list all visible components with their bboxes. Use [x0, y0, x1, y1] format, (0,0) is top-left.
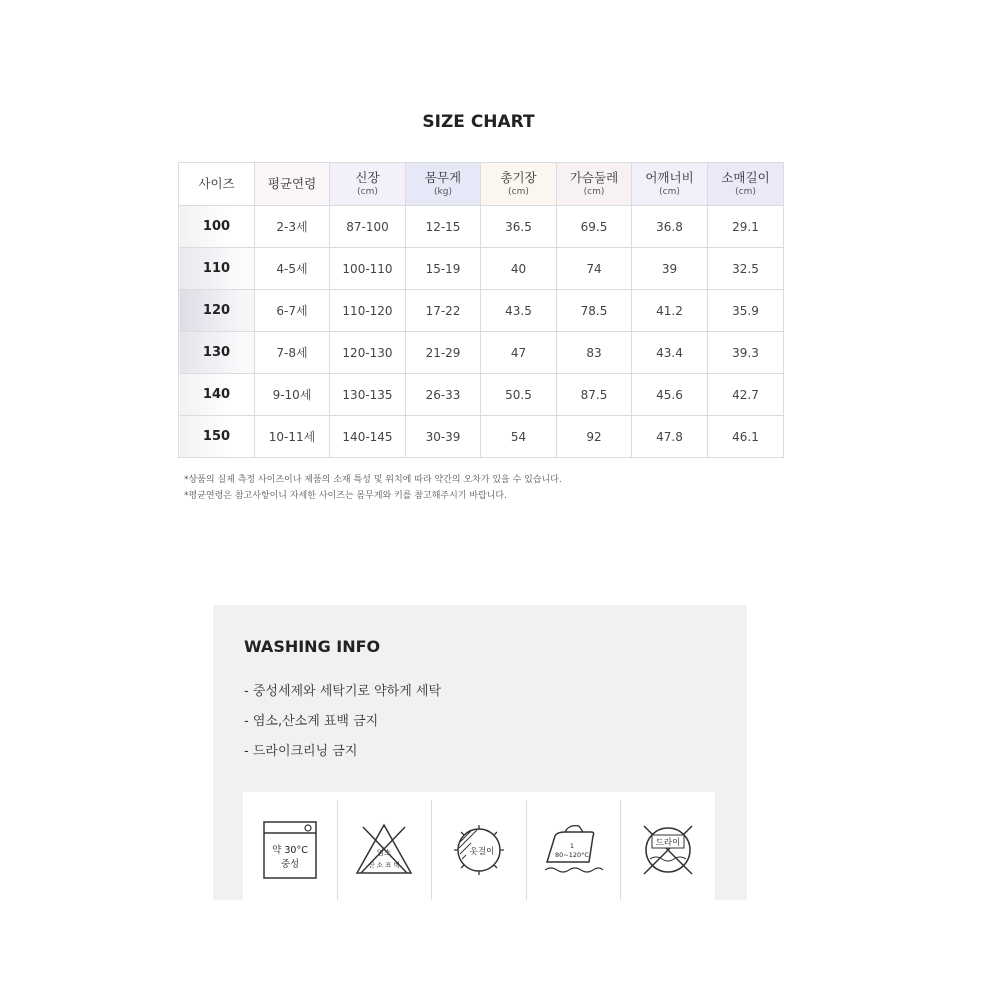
- column-header: [708, 163, 784, 206]
- care-symbols: [243, 792, 715, 900]
- wash-detergent-label: 중성: [280, 859, 299, 870]
- table-cell: 110-120: [330, 290, 406, 332]
- table-cell: 87.5: [557, 374, 632, 416]
- care-symbol-wash: [243, 800, 338, 900]
- table-cell: 6-7세: [255, 290, 330, 332]
- column-header-label: 사이즈: [198, 175, 235, 191]
- table-cell: 100-110: [330, 248, 406, 290]
- size-chart-header-row: [179, 163, 784, 206]
- washing-info-title: WASHING INFO: [244, 637, 381, 656]
- note-measurement: *상품의 실제 측정 사이즈이나 제품의 소재 특성 및 위치에 따라 약간의 오차가 있을 수 있습니다.: [184, 475, 562, 485]
- column-header-unit: (cm): [508, 186, 529, 197]
- table-cell: 83: [557, 332, 632, 374]
- washing-machine-icon: [260, 818, 320, 882]
- bleach-oxygen-label: 산 소 표 백: [368, 861, 401, 869]
- iron-level-label: 1: [569, 842, 574, 850]
- column-header-label: 소매길이: [721, 170, 770, 186]
- washing-instruction-item: - 중성세제와 세탁기로 약하게 세탁: [244, 684, 442, 699]
- table-cell: 36.8: [632, 206, 708, 248]
- table-cell: 74: [557, 248, 632, 290]
- column-header: [330, 163, 406, 206]
- column-header-unit: (cm): [357, 186, 378, 197]
- table-cell: 50.5: [481, 374, 557, 416]
- table-cell: 32.5: [708, 248, 784, 290]
- care-symbol-bleach: [338, 800, 433, 900]
- iron-icon: [539, 820, 609, 880]
- size-cell: 100: [179, 206, 255, 248]
- washing-instruction-item: - 염소,산소계 표백 금지: [244, 714, 379, 729]
- table-cell: 12-15: [406, 206, 481, 248]
- table-cell: 4-5세: [255, 248, 330, 290]
- column-header-unit: (cm): [735, 186, 756, 197]
- table-row: [179, 248, 784, 290]
- column-header-label: 가슴둘레: [569, 170, 619, 186]
- column-header-label: 어깨너비: [645, 170, 694, 186]
- size-notes: [184, 472, 562, 504]
- table-cell: 17-22: [406, 290, 481, 332]
- table-cell: 46.1: [708, 416, 784, 458]
- table-row: [179, 416, 784, 458]
- column-header-label: 몸무게: [424, 170, 462, 186]
- dryclean-label: 드라이: [655, 838, 681, 848]
- table-cell: 47.8: [632, 416, 708, 458]
- table-cell: 9-10세: [255, 374, 330, 416]
- table-cell: 130-135: [330, 374, 406, 416]
- column-header-label: 평균연령: [267, 175, 317, 191]
- size-chart-body: [179, 206, 784, 458]
- wash-temp-label: 약 30°C: [271, 845, 308, 856]
- table-cell: 43.5: [481, 290, 557, 332]
- column-header-label: 총기장: [500, 170, 537, 186]
- table-cell: 39.3: [708, 332, 784, 374]
- hanger-label: 옷걸이: [469, 847, 495, 857]
- column-header-label: 신장: [355, 170, 380, 186]
- size-chart-title: SIZE CHART: [422, 112, 535, 132]
- note-age: *평균연령은 참고사항이니 자세한 사이즈는 몸무게와 키를 참고해주시기 바랍니다.: [184, 491, 507, 501]
- table-cell: 43.4: [632, 332, 708, 374]
- table-cell: 15-19: [406, 248, 481, 290]
- table-cell: 36.5: [481, 206, 557, 248]
- table-cell: 42.7: [708, 374, 784, 416]
- table-cell: 40: [481, 248, 557, 290]
- table-cell: 7-8세: [255, 332, 330, 374]
- table-cell: 41.2: [632, 290, 708, 332]
- column-header-unit: (cm): [583, 186, 605, 197]
- table-cell: 69.5: [557, 206, 632, 248]
- size-cell: 130: [179, 332, 255, 374]
- table-cell: 140-145: [330, 416, 406, 458]
- care-symbol-iron: [527, 800, 622, 900]
- column-header-unit: (cm): [659, 186, 680, 197]
- care-symbol-dryclean: [621, 800, 715, 900]
- table-cell: 120-130: [330, 332, 406, 374]
- table-cell: 45.6: [632, 374, 708, 416]
- size-cell: 120: [179, 290, 255, 332]
- size-cell: 140: [179, 374, 255, 416]
- table-cell: 26-33: [406, 374, 481, 416]
- column-header: [179, 163, 255, 206]
- table-cell: 30-39: [406, 416, 481, 458]
- washing-info-panel: [213, 605, 747, 900]
- bleach-chlorine-label: 염소: [377, 848, 392, 857]
- size-chart-table: [178, 162, 784, 458]
- table-row: [179, 332, 784, 374]
- table-cell: 2-3세: [255, 206, 330, 248]
- size-cell: 110: [179, 248, 255, 290]
- size-cell: 150: [179, 416, 255, 458]
- table-row: [179, 206, 784, 248]
- no-dry-clean-icon: [636, 819, 700, 881]
- table-cell: 47: [481, 332, 557, 374]
- table-cell: 29.1: [708, 206, 784, 248]
- hang-dry-icon: [449, 820, 509, 880]
- column-header: [632, 163, 708, 206]
- table-cell: 78.5: [557, 290, 632, 332]
- washing-instructions: [244, 683, 441, 773]
- table-cell: 35.9: [708, 290, 784, 332]
- table-row: [179, 374, 784, 416]
- column-header: [406, 163, 481, 206]
- table-cell: 10-11세: [255, 416, 330, 458]
- iron-temp-label: 80~120°C: [554, 851, 589, 859]
- washing-instruction-item: - 드라이크리닝 금지: [244, 744, 358, 759]
- table-cell: 54: [481, 416, 557, 458]
- column-header: [557, 163, 632, 206]
- no-bleach-icon: [353, 819, 415, 881]
- column-header: [481, 163, 557, 206]
- table-cell: 87-100: [330, 206, 406, 248]
- table-row: [179, 290, 784, 332]
- table-cell: 92: [557, 416, 632, 458]
- table-cell: 39: [632, 248, 708, 290]
- column-header-unit: (kg): [434, 186, 452, 197]
- table-cell: 21-29: [406, 332, 481, 374]
- column-header: [255, 163, 330, 206]
- care-symbol-dry: [432, 800, 527, 900]
